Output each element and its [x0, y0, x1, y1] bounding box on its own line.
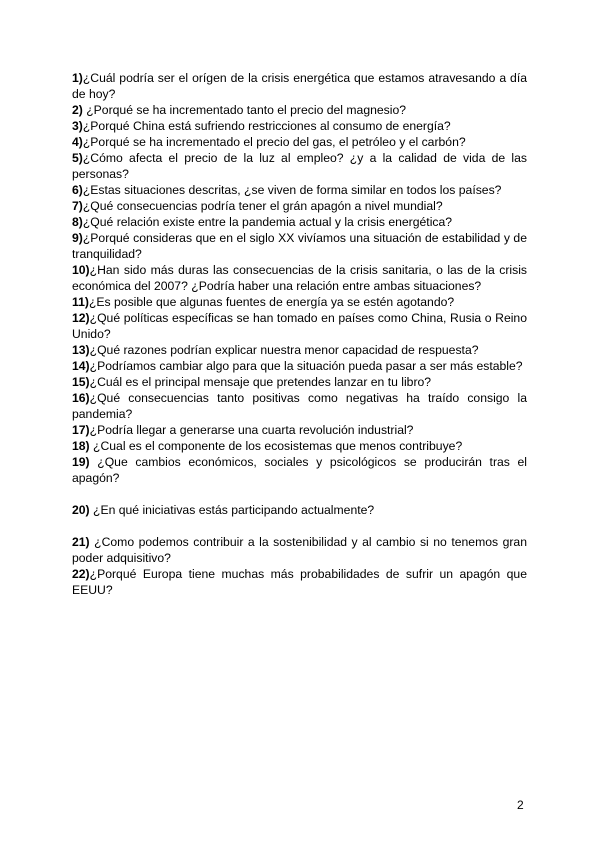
question-number: 13)	[72, 343, 90, 357]
question-item	[72, 134, 527, 150]
question-item	[72, 118, 527, 134]
question-item	[72, 214, 527, 230]
question-text: ¿En qué iniciativas estás participando actualmente?	[89, 503, 375, 517]
question-text: ¿Es posible que algunas fuentes de energía ya se estén agotando?	[88, 295, 455, 309]
question-item	[72, 422, 527, 438]
question-text: ¿Porqué China está sufriendo restricciones al consumo de energía?	[82, 119, 451, 133]
question-text: ¿Podría llegar a generarse una cuarta revolución industrial?	[89, 423, 414, 437]
question-text: ¿Qué políticas específicas se han tomado en países como China, Rusia o Reino Unido?	[72, 311, 527, 341]
question-text: ¿Qué consecuencias podría tener el grán apagón a nivel mundial?	[82, 199, 443, 213]
question-item	[72, 182, 527, 198]
question-item	[72, 390, 527, 422]
question-item	[72, 262, 527, 294]
question-item	[72, 454, 527, 486]
question-number: 21)	[72, 535, 90, 549]
question-text: ¿Cuál es el principal mensaje que pretendes lanzar en tu libro?	[89, 375, 432, 389]
question-text: ¿Porqué Europa tiene muchas más probabilidades de sufrir un apagón que EEUU?	[72, 567, 527, 597]
question-item	[72, 534, 527, 566]
question-item	[72, 70, 527, 102]
question-number: 6)	[72, 183, 83, 197]
question-number: 2)	[72, 103, 83, 117]
question-item	[72, 566, 527, 598]
question-text: ¿Que cambios económicos, sociales y psicológicos se producirán tras el apagón?	[72, 455, 527, 485]
question-item	[72, 342, 527, 358]
page-number: 2	[517, 798, 524, 812]
question-text: ¿Han sido más duras las consecuencias de la crisis sanitaria, o las de la crisis económica del 2007? ¿Podría haber una relación entre ambas situaciones?	[72, 263, 527, 293]
question-item	[72, 150, 527, 182]
question-number: 7)	[72, 199, 83, 213]
question-item	[72, 358, 527, 374]
question-item	[72, 502, 527, 518]
question-text: ¿Estas situaciones descritas, ¿se viven de forma similar en todos los países?	[82, 183, 502, 197]
question-number: 12)	[72, 311, 90, 325]
question-text: ¿Cual es el componente de los ecosistemas que menos contribuye?	[89, 439, 463, 453]
question-number: 9)	[72, 231, 83, 245]
question-number: 15)	[72, 375, 90, 389]
question-text: ¿Porqué consideras que en el siglo XX vivíamos una situación de estabilidad y de tranquilidad?	[72, 231, 527, 261]
question-number: 18)	[72, 439, 90, 453]
question-number: 11)	[72, 295, 89, 309]
question-item	[72, 294, 527, 310]
question-text: ¿Cómo afecta el precio de la luz al empleo? ¿y a la calidad de vida de las personas?	[72, 151, 527, 181]
question-text: ¿Qué relación existe entre la pandemia actual y la crisis energética?	[82, 215, 453, 229]
question-number: 5)	[72, 151, 83, 165]
question-number: 17)	[72, 423, 90, 437]
question-number: 8)	[72, 215, 83, 229]
question-text: ¿Como podemos contribuir a la sostenibilidad y al cambio si no tenemos gran poder adquisitivo?	[72, 535, 527, 565]
question-text: ¿Cuál podría ser el orígen de la crisis energética que estamos atravesando a día de hoy?	[72, 71, 527, 101]
question-number: 10)	[72, 263, 90, 277]
question-item	[72, 438, 527, 454]
question-text: ¿Qué consecuencias tanto positivas como negativas ha traído consigo la pandemia?	[72, 391, 527, 421]
question-text: ¿Podríamos cambiar algo para que la situación pueda pasar a ser más estable?	[89, 359, 523, 373]
question-list	[72, 70, 527, 598]
question-number: 14)	[72, 359, 90, 373]
question-text: ¿Porqué se ha incrementado tanto el precio del magnesio?	[82, 103, 407, 117]
question-number: 3)	[72, 119, 83, 133]
question-item	[72, 374, 527, 390]
question-number: 22)	[72, 567, 90, 581]
question-item	[72, 198, 527, 214]
question-item	[72, 230, 527, 262]
question-number: 4)	[72, 135, 83, 149]
question-text: ¿Qué razones podrían explicar nuestra menor capacidad de respuesta?	[89, 343, 479, 357]
question-text: ¿Porqué se ha incrementado el precio del gas, el petróleo y el carbón?	[82, 135, 466, 149]
question-item	[72, 310, 527, 342]
question-number: 16)	[72, 391, 90, 405]
question-number: 1)	[72, 71, 83, 85]
question-number: 19)	[72, 455, 90, 469]
question-number: 20)	[72, 503, 90, 517]
question-item	[72, 102, 527, 118]
